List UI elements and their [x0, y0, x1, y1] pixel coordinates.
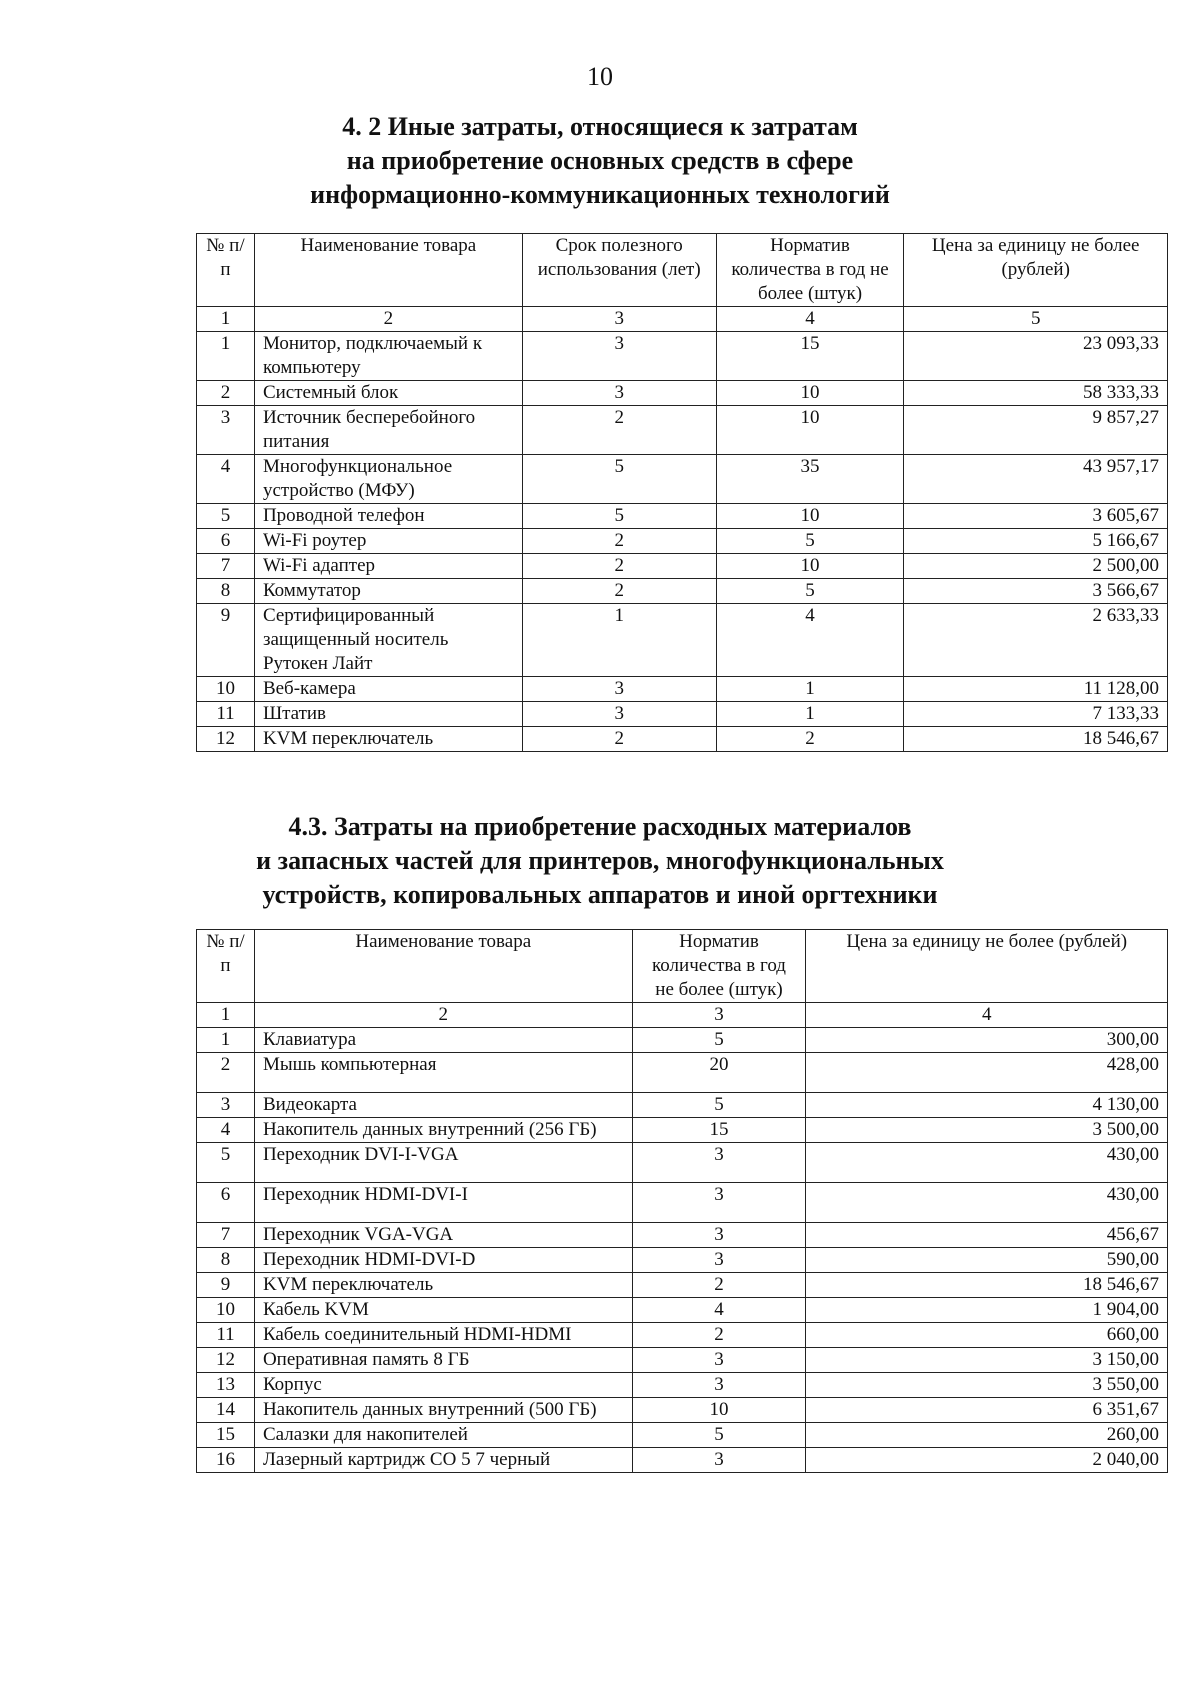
row-number: 2	[197, 381, 255, 406]
row-number: 6	[197, 1183, 255, 1223]
row-number: 4	[197, 455, 255, 504]
quantity-norm: 5	[632, 1093, 806, 1118]
section-title-line: информационно-коммуникационных технологий	[310, 180, 890, 209]
row-number: 10	[197, 677, 255, 702]
item-name: Корпус	[254, 1373, 632, 1398]
quantity-norm: 10	[716, 381, 904, 406]
section-title-4-2	[150, 110, 1050, 212]
useful-life: 3	[522, 677, 716, 702]
unit-price: 590,00	[806, 1248, 1168, 1273]
header-cell-number: № п/п	[197, 930, 255, 1003]
table-header-row	[197, 930, 1168, 1003]
unit-price: 430,00	[806, 1143, 1168, 1183]
row-number: 9	[197, 1273, 255, 1298]
quantity-norm: 5	[632, 1028, 806, 1053]
table-row	[197, 702, 1168, 727]
quantity-norm: 10	[716, 504, 904, 529]
unit-price: 3 500,00	[806, 1118, 1168, 1143]
unit-price: 9 857,27	[904, 406, 1168, 455]
item-name: Кабель соединительный HDMI-HDMI	[254, 1323, 632, 1348]
section-title-line: и запасных частей для принтеров, многофункциональных	[256, 846, 944, 875]
table-row	[197, 1273, 1168, 1298]
quantity-norm: 3	[632, 1248, 806, 1273]
header-cell-term: Срок полезного использования (лет)	[522, 234, 716, 307]
useful-life: 2	[522, 406, 716, 455]
row-number: 12	[197, 727, 255, 752]
item-name: KVM переключатель	[254, 727, 522, 752]
column-number: 1	[197, 307, 255, 332]
quantity-norm: 15	[632, 1118, 806, 1143]
table-row	[197, 579, 1168, 604]
quantity-norm: 20	[632, 1053, 806, 1093]
unit-price: 7 133,33	[904, 702, 1168, 727]
table-row	[197, 554, 1168, 579]
useful-life: 3	[522, 332, 716, 381]
quantity-norm: 3	[632, 1143, 806, 1183]
table-row	[197, 504, 1168, 529]
useful-life: 2	[522, 579, 716, 604]
table-row	[197, 1053, 1168, 1093]
table-row	[197, 1223, 1168, 1248]
row-number: 7	[197, 554, 255, 579]
table-row	[197, 1373, 1168, 1398]
table-row	[197, 1298, 1168, 1323]
unit-price: 58 333,33	[904, 381, 1168, 406]
table-row	[197, 1448, 1168, 1473]
useful-life: 2	[522, 727, 716, 752]
fixed-assets-table	[196, 233, 1168, 752]
table-row	[197, 1398, 1168, 1423]
header-cell-number: № п/п	[197, 234, 255, 307]
quantity-norm: 35	[716, 455, 904, 504]
quantity-norm: 15	[716, 332, 904, 381]
quantity-norm: 1	[716, 677, 904, 702]
table-row	[197, 677, 1168, 702]
useful-life: 1	[522, 604, 716, 677]
quantity-norm: 3	[632, 1348, 806, 1373]
row-number: 5	[197, 504, 255, 529]
row-number: 13	[197, 1373, 255, 1398]
table-row	[197, 1093, 1168, 1118]
item-name: KVM переключатель	[254, 1273, 632, 1298]
header-cell-quantity: Норматив количества в год не более (штук)	[716, 234, 904, 307]
unit-price: 430,00	[806, 1183, 1168, 1223]
item-name: Источник бесперебойного питания	[254, 406, 522, 455]
item-name: Переходник HDMI-DVI-D	[254, 1248, 632, 1273]
row-number: 8	[197, 1248, 255, 1273]
row-number: 2	[197, 1053, 255, 1093]
column-number: 2	[254, 1003, 632, 1028]
table-row	[197, 1348, 1168, 1373]
item-name: Лазерный картридж СО 5 7 черный	[254, 1448, 632, 1473]
unit-price: 11 128,00	[904, 677, 1168, 702]
unit-price: 2 633,33	[904, 604, 1168, 677]
unit-price: 1 904,00	[806, 1298, 1168, 1323]
table-row	[197, 529, 1168, 554]
header-cell-name: Наименование товара	[254, 234, 522, 307]
unit-price: 4 130,00	[806, 1093, 1168, 1118]
item-name: Мышь компьютерная	[254, 1053, 632, 1093]
unit-price: 2 500,00	[904, 554, 1168, 579]
row-number: 8	[197, 579, 255, 604]
quantity-norm: 4	[716, 604, 904, 677]
useful-life: 5	[522, 455, 716, 504]
table-row	[197, 1028, 1168, 1053]
header-cell-price: Цена за единицу не более (рублей)	[904, 234, 1168, 307]
column-number-row	[197, 1003, 1168, 1028]
header-cell-quantity: Норматив количества в год не более (штук)	[632, 930, 806, 1003]
table-body	[197, 332, 1168, 752]
item-name: Накопитель данных внутренний (500 ГБ)	[254, 1398, 632, 1423]
section-title-line: 4. 2 Иные затраты, относящиеся к затратам	[342, 112, 858, 141]
row-number: 16	[197, 1448, 255, 1473]
section-title-line: устройств, копировальных аппаратов и иной оргтехники	[262, 880, 938, 909]
row-number: 3	[197, 1093, 255, 1118]
row-number: 11	[197, 702, 255, 727]
quantity-norm: 3	[632, 1183, 806, 1223]
useful-life: 3	[522, 702, 716, 727]
unit-price: 23 093,33	[904, 332, 1168, 381]
item-name: Коммутатор	[254, 579, 522, 604]
unit-price: 5 166,67	[904, 529, 1168, 554]
row-number: 15	[197, 1423, 255, 1448]
unit-price: 660,00	[806, 1323, 1168, 1348]
item-name: Проводной телефон	[254, 504, 522, 529]
section-title-4-3	[150, 810, 1050, 912]
row-number: 14	[197, 1398, 255, 1423]
row-number: 1	[197, 1028, 255, 1053]
column-number: 2	[254, 307, 522, 332]
table-row	[197, 1248, 1168, 1273]
item-name: Переходник DVI-I-VGA	[254, 1143, 632, 1183]
quantity-norm: 3	[632, 1448, 806, 1473]
column-number: 3	[632, 1003, 806, 1028]
unit-price: 18 546,67	[904, 727, 1168, 752]
page-number: 10	[587, 62, 613, 91]
table-body	[197, 1028, 1168, 1473]
column-number: 3	[522, 307, 716, 332]
item-name: Многофункциональное устройство (МФУ)	[254, 455, 522, 504]
column-number: 4	[806, 1003, 1168, 1028]
item-name: Монитор, подключаемый к компьютеру	[254, 332, 522, 381]
row-number: 12	[197, 1348, 255, 1373]
quantity-norm: 2	[632, 1323, 806, 1348]
unit-price: 2 040,00	[806, 1448, 1168, 1473]
item-name: Оперативная память 8 ГБ	[254, 1348, 632, 1373]
quantity-norm: 10	[716, 406, 904, 455]
quantity-norm: 10	[632, 1398, 806, 1423]
item-name: Системный блок	[254, 381, 522, 406]
table-row	[197, 406, 1168, 455]
table-row	[197, 332, 1168, 381]
section-title-line: 4.3. Затраты на приобретение расходных материалов	[288, 812, 912, 841]
quantity-norm: 1	[716, 702, 904, 727]
unit-price: 3 550,00	[806, 1373, 1168, 1398]
row-number: 3	[197, 406, 255, 455]
column-number: 4	[716, 307, 904, 332]
item-name: Видеокарта	[254, 1093, 632, 1118]
row-number: 6	[197, 529, 255, 554]
table-row	[197, 1323, 1168, 1348]
quantity-norm: 2	[716, 727, 904, 752]
item-name: Сертифицированный защищенный носитель Рутокен Лайт	[254, 604, 522, 677]
unit-price: 3 605,67	[904, 504, 1168, 529]
unit-price: 456,67	[806, 1223, 1168, 1248]
item-name: Веб-камера	[254, 677, 522, 702]
row-number: 7	[197, 1223, 255, 1248]
unit-price: 3 566,67	[904, 579, 1168, 604]
row-number: 10	[197, 1298, 255, 1323]
unit-price: 260,00	[806, 1423, 1168, 1448]
header-cell-price: Цена за единицу не более (рублей)	[806, 930, 1168, 1003]
consumables-table	[196, 929, 1168, 1473]
table-row	[197, 1423, 1168, 1448]
table-row	[197, 1118, 1168, 1143]
column-number-row	[197, 307, 1168, 332]
quantity-norm: 5	[716, 579, 904, 604]
useful-life: 2	[522, 529, 716, 554]
table-row	[197, 1183, 1168, 1223]
item-name: Переходник HDMI-DVI-I	[254, 1183, 632, 1223]
row-number: 1	[197, 332, 255, 381]
row-number: 4	[197, 1118, 255, 1143]
item-name: Накопитель данных внутренний (256 ГБ)	[254, 1118, 632, 1143]
quantity-norm: 10	[716, 554, 904, 579]
quantity-norm: 5	[632, 1423, 806, 1448]
unit-price: 6 351,67	[806, 1398, 1168, 1423]
item-name: Переходник VGA-VGA	[254, 1223, 632, 1248]
table-row	[197, 604, 1168, 677]
unit-price: 428,00	[806, 1053, 1168, 1093]
item-name: Wi-Fi адаптер	[254, 554, 522, 579]
item-name: Кабель KVM	[254, 1298, 632, 1323]
table-header-row	[197, 234, 1168, 307]
row-number: 9	[197, 604, 255, 677]
header-cell-name: Наименование товара	[254, 930, 632, 1003]
quantity-norm: 3	[632, 1373, 806, 1398]
row-number: 11	[197, 1323, 255, 1348]
useful-life: 2	[522, 554, 716, 579]
unit-price: 18 546,67	[806, 1273, 1168, 1298]
useful-life: 5	[522, 504, 716, 529]
quantity-norm: 3	[632, 1223, 806, 1248]
table-row	[197, 381, 1168, 406]
unit-price: 300,00	[806, 1028, 1168, 1053]
item-name: Клавиатура	[254, 1028, 632, 1053]
quantity-norm: 2	[632, 1273, 806, 1298]
item-name: Wi-Fi роутер	[254, 529, 522, 554]
table-row	[197, 727, 1168, 752]
row-number: 5	[197, 1143, 255, 1183]
item-name: Салазки для накопителей	[254, 1423, 632, 1448]
quantity-norm: 5	[716, 529, 904, 554]
quantity-norm: 4	[632, 1298, 806, 1323]
unit-price: 43 957,17	[904, 455, 1168, 504]
column-number: 1	[197, 1003, 255, 1028]
column-number: 5	[904, 307, 1168, 332]
useful-life: 3	[522, 381, 716, 406]
table-row	[197, 455, 1168, 504]
unit-price: 3 150,00	[806, 1348, 1168, 1373]
section-title-line: на приобретение основных средств в сфере	[346, 146, 854, 175]
table-row	[197, 1143, 1168, 1183]
item-name: Штатив	[254, 702, 522, 727]
